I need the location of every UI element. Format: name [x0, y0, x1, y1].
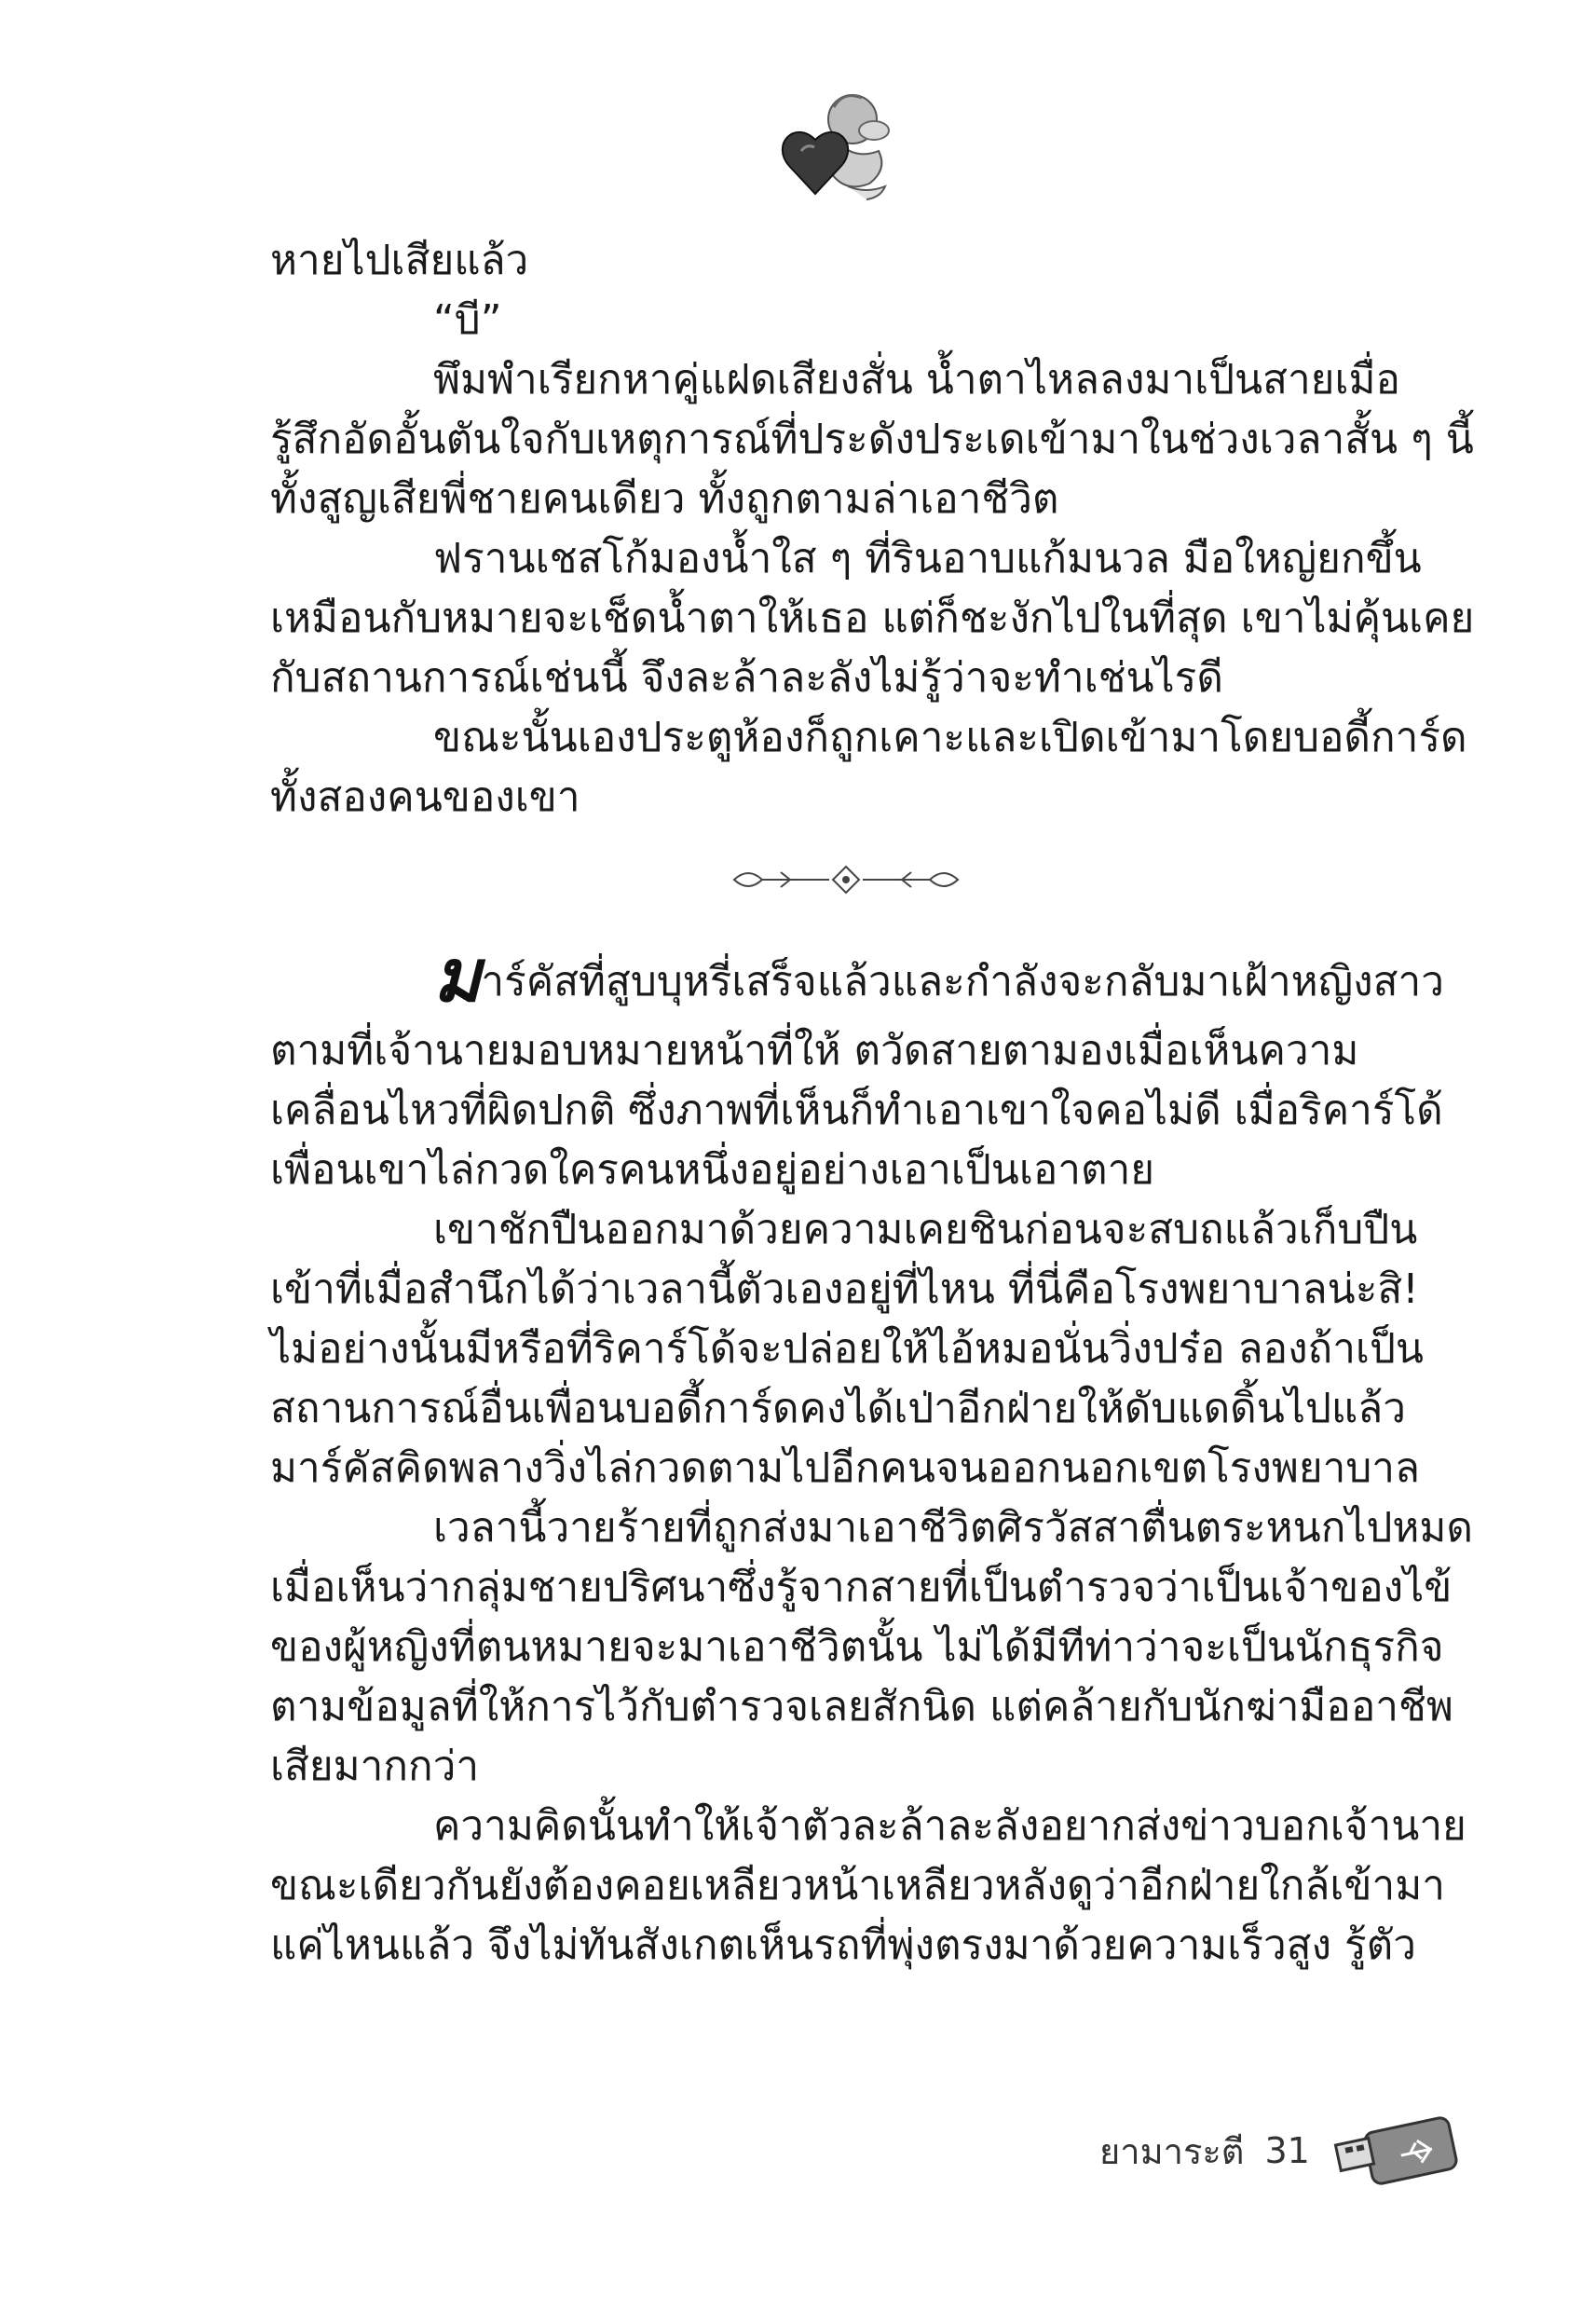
- text-line: “บี”: [433, 296, 502, 344]
- text-line: ความคิดนั้นทำให้เจ้าตัวละล้าละลังอยากส่งข่าวบอกเจ้านาย: [433, 1802, 1466, 1850]
- text-line: เข้าที่เมื่อสำนึกได้ว่าเวลานี้ตัวเองอยู่ที่ไหน ที่นี่คือโรงพยาบาลน่ะสิ!: [270, 1265, 1419, 1313]
- text-line: ขณะนั้นเองประตูห้องก็ถูกเคาะและเปิดเข้ามาโดยบอดี้การ์ด: [433, 714, 1467, 761]
- text-line: ไม่อย่างนั้นมีหรือที่ริคาร์โด้จะปล่อยให้ไอ้หมอนั่นวิ่งปร๋อ ลองถ้าเป็น: [270, 1325, 1424, 1373]
- dropcap-letter: ม: [433, 934, 482, 1019]
- text-line: ตามที่เจ้านายมอบหมายหน้าที่ให้ ตวัดสายตามองเมื่อเห็นความ: [270, 1027, 1359, 1074]
- dropcap-first-line-text: าร์คัสที่สูบบุหรี่เสร็จแล้วและกำลังจะกลับมาเฝ้าหญิงสาว: [481, 958, 1444, 1005]
- text-line: เมื่อเห็นว่ากลุ่มชายปริศนาซึ่งรู้จากสายที่เป็นตำรวจว่าเป็นเจ้าของไข้: [270, 1564, 1453, 1611]
- cupid-with-heart-icon: [764, 75, 904, 214]
- page-number: 31: [1264, 2130, 1310, 2171]
- text-line: เขาชักปืนออกมาด้วยความเคยชินก่อนจะสบถแล้วเก็บปืน: [433, 1206, 1418, 1253]
- text-line: หายไปเสียแล้ว: [270, 237, 529, 284]
- text-line: กับสถานการณ์เช่นนี้ จึงละล้าละลังไม่รู้ว่าจะทำเช่นไรดี: [270, 654, 1223, 702]
- dropcap-first-line: [270, 932, 1444, 1021]
- text-line: ฟรานเชสโก้มองน้ำใส ๆ ที่รินอาบแก้มนวล มือใหญ่ยกขึ้น: [433, 535, 1422, 582]
- text-line: ของผู้หญิงที่ตนหมายจะมาเอาชีวิตนั้น ไม่ได้มีทีท่าว่าจะเป็นนักธุรกิจ: [270, 1623, 1444, 1671]
- paragraphs-before-break: [270, 231, 1475, 827]
- body-text: [270, 231, 1475, 1976]
- book-title: ยามาระตี: [1099, 2130, 1245, 2172]
- text-line: เพื่อนเขาไล่กวดใครคนหนึ่งอยู่อย่างเอาเป็นเอาตาย: [270, 1146, 1155, 1194]
- section-divider: [270, 827, 1421, 932]
- text-line: เสียมากกว่า: [270, 1743, 480, 1790]
- text-line: ตามข้อมูลที่ให้การไว้กับตำรวจเลยสักนิด แต่คล้ายกับนักฆ่ามืออาชีพ: [270, 1683, 1453, 1730]
- text-line: แค่ไหนแล้ว จึงไม่ทันสังเกตเห็นรถที่พุ่งตรงมาด้วยความเร็วสูง รู้ตัว: [270, 1921, 1416, 1969]
- text-line: สถานการณ์อื่นเพื่อนบอดี้การ์ดคงได้เป่าอีกฝ่ายให้ดับแดดิ้นไปแล้ว: [270, 1385, 1406, 1432]
- ornamental-divider-icon: [725, 861, 967, 898]
- text-line: รู้สึกอัดอั้นตันใจกับเหตุการณ์ที่ประดังประเดเข้ามาในช่วงเวลาสั้น ๆ นี้: [270, 416, 1474, 463]
- text-line: เหมือนกับหมายจะเช็ดน้ำตาให้เธอ แต่ก็ชะงักไปในที่สุด เขาไม่คุ้นเคย: [270, 595, 1475, 642]
- paragraphs-after-break: [270, 1200, 1474, 1976]
- text-line: ขณะเดียวกันยังต้องคอยเหลียวหน้าเหลียวหลังดูว่าอีกฝ่ายใกล้เข้ามา: [270, 1862, 1445, 1909]
- text-line: เวลานี้วายร้ายที่ถูกส่งมาเอาชีวิตศิรวัสสาตื่นตระหนกไปหมด: [433, 1504, 1474, 1552]
- text-line: มาร์คัสคิดพลางวิ่งไล่กวดตามไปอีกคนจนออกนอกเขตโรงพยาบาล: [270, 1444, 1420, 1492]
- usb-drive-icon: [1330, 2113, 1461, 2188]
- text-line: เคลื่อนไหวที่ผิดปกติ ซึ่งภาพที่เห็นก็ทำเอาเขาใจคอไม่ดี เมื่อริคาร์โด้: [270, 1087, 1443, 1134]
- text-line: ทั้งสองคนของเขา: [270, 773, 580, 821]
- dropcap-paragraph-rest: [270, 1021, 1443, 1200]
- page-footer: [1099, 2113, 1472, 2188]
- text-line: พึมพำเรียกหาคู่แฝดเสียงสั่น น้ำตาไหลลงมาเป็นสายเมื่อ: [433, 356, 1400, 403]
- text-line: ทั้งสูญเสียพี่ชายคนเดียว ทั้งถูกตามล่าเอาชีวิต: [270, 475, 1059, 523]
